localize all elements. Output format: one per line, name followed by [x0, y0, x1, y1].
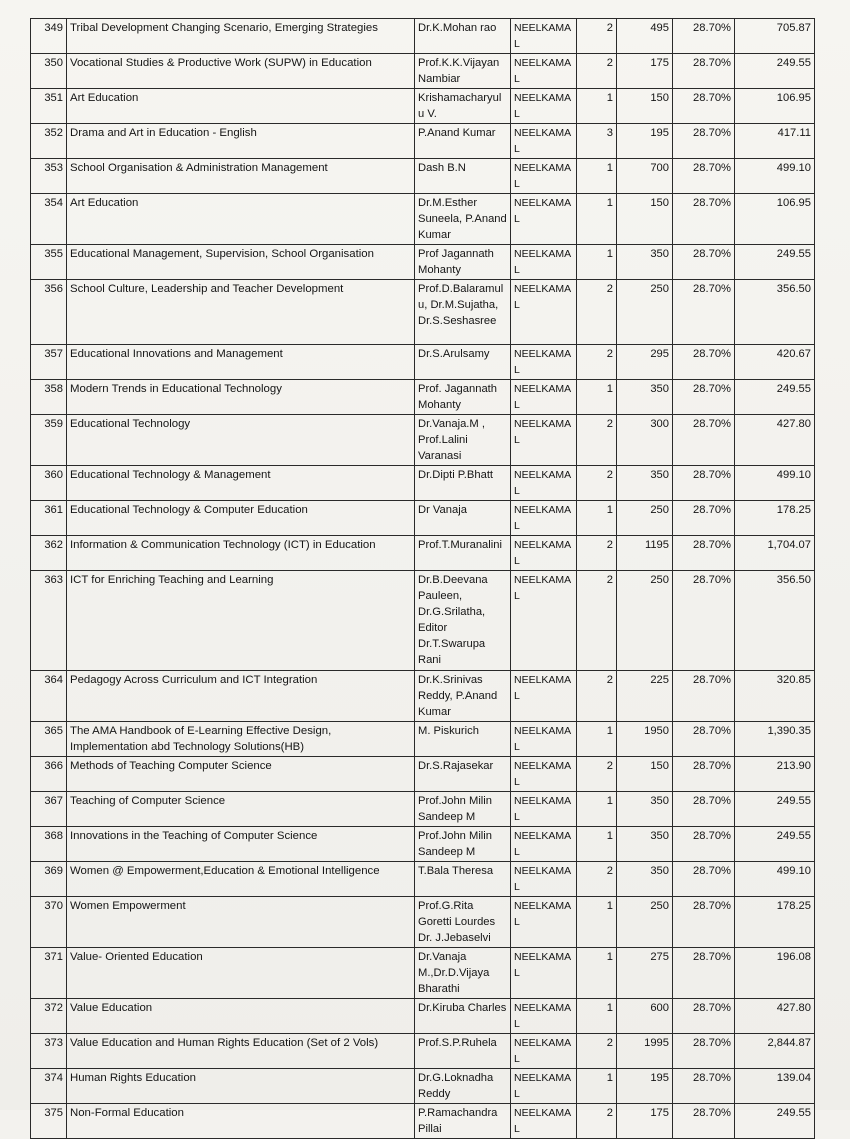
sl-no-cell: 365 [31, 722, 67, 757]
sl-no-cell: 359 [31, 415, 67, 466]
table-row [31, 501, 815, 536]
quantity-cell: 1 [577, 380, 617, 415]
table-row [31, 571, 815, 671]
publisher-cell: NEELKAMAL [511, 345, 577, 380]
price-cell: 250 [617, 501, 673, 536]
publisher-cell: NEELKAMAL [511, 1104, 577, 1139]
discount-cell: 28.70% [673, 194, 735, 245]
discount-cell: 28.70% [673, 380, 735, 415]
publisher-cell: NEELKAMAL [511, 757, 577, 792]
discount-cell: 28.70% [673, 948, 735, 999]
author-cell: Prof.G.Rita Goretti Lourdes Dr. J.Jebaselvi [415, 897, 511, 948]
publisher-cell: NEELKAMAL [511, 159, 577, 194]
table-row [31, 89, 815, 124]
table-row [31, 792, 815, 827]
publisher-cell: NEELKAMAL [511, 280, 577, 345]
author-cell: Prof.John Milin Sandeep M [415, 827, 511, 862]
title-cell: Art Education [67, 194, 415, 245]
sl-no-cell: 375 [31, 1104, 67, 1139]
quantity-cell: 2 [577, 571, 617, 671]
amount-cell: 249.55 [735, 245, 815, 280]
amount-cell: 320.85 [735, 671, 815, 722]
sl-no-cell: 367 [31, 792, 67, 827]
title-cell: Innovations in the Teaching of Computer Science [67, 827, 415, 862]
title-cell: Teaching of Computer Science [67, 792, 415, 827]
price-cell: 195 [617, 124, 673, 159]
publisher-cell: NEELKAMAL [511, 124, 577, 159]
price-cell: 250 [617, 280, 673, 345]
discount-cell: 28.70% [673, 827, 735, 862]
amount-cell: 213.90 [735, 757, 815, 792]
discount-cell: 28.70% [673, 501, 735, 536]
price-cell: 250 [617, 897, 673, 948]
sl-no-cell: 373 [31, 1034, 67, 1069]
author-cell: Prof Jagannath Mohanty [415, 245, 511, 280]
author-cell: M. Piskurich [415, 722, 511, 757]
price-cell: 300 [617, 415, 673, 466]
price-cell: 175 [617, 1104, 673, 1139]
price-cell: 150 [617, 757, 673, 792]
sl-no-cell: 369 [31, 862, 67, 897]
amount-cell: 2,844.87 [735, 1034, 815, 1069]
publisher-cell: NEELKAMAL [511, 380, 577, 415]
quantity-cell: 1 [577, 159, 617, 194]
publisher-cell: NEELKAMAL [511, 89, 577, 124]
price-cell: 150 [617, 194, 673, 245]
amount-cell: 499.10 [735, 466, 815, 501]
price-cell: 1995 [617, 1034, 673, 1069]
title-cell: Tribal Development Changing Scenario, Emerging Strategies [67, 19, 415, 54]
sl-no-cell: 354 [31, 194, 67, 245]
sl-no-cell: 372 [31, 999, 67, 1034]
title-cell: Drama and Art in Education - English [67, 124, 415, 159]
quantity-cell: 1 [577, 501, 617, 536]
amount-cell: 249.55 [735, 827, 815, 862]
quantity-cell: 1 [577, 792, 617, 827]
sl-no-cell: 349 [31, 19, 67, 54]
price-cell: 600 [617, 999, 673, 1034]
discount-cell: 28.70% [673, 159, 735, 194]
sl-no-cell: 361 [31, 501, 67, 536]
price-cell: 295 [617, 345, 673, 380]
quantity-cell: 1 [577, 194, 617, 245]
title-cell: Information & Communication Technology (ICT) in Education [67, 536, 415, 571]
table-row [31, 999, 815, 1034]
title-cell: Educational Technology [67, 415, 415, 466]
table-row [31, 757, 815, 792]
sl-no-cell: 366 [31, 757, 67, 792]
discount-cell: 28.70% [673, 124, 735, 159]
amount-cell: 705.87 [735, 19, 815, 54]
sl-no-cell: 356 [31, 280, 67, 345]
sl-no-cell: 374 [31, 1069, 67, 1104]
quantity-cell: 1 [577, 89, 617, 124]
amount-cell: 106.95 [735, 89, 815, 124]
table-row [31, 280, 815, 345]
quantity-cell: 1 [577, 827, 617, 862]
publisher-cell: NEELKAMAL [511, 415, 577, 466]
price-cell: 350 [617, 245, 673, 280]
amount-cell: 356.50 [735, 280, 815, 345]
title-cell: Educational Technology & Computer Education [67, 501, 415, 536]
publisher-cell: NEELKAMAL [511, 1069, 577, 1104]
amount-cell: 249.55 [735, 54, 815, 89]
amount-cell: 196.08 [735, 948, 815, 999]
amount-cell: 1,704.07 [735, 536, 815, 571]
table-row [31, 415, 815, 466]
quantity-cell: 2 [577, 862, 617, 897]
author-cell: Prof.D.Balaramulu, Dr.M.Sujatha, Dr.S.Seshasree [415, 280, 511, 345]
quantity-cell: 2 [577, 415, 617, 466]
author-cell: Dr.Dipti P.Bhatt [415, 466, 511, 501]
author-cell: Dr Vanaja [415, 501, 511, 536]
sl-no-cell: 355 [31, 245, 67, 280]
publisher-cell: NEELKAMAL [511, 501, 577, 536]
price-cell: 350 [617, 792, 673, 827]
price-cell: 250 [617, 571, 673, 671]
quantity-cell: 2 [577, 1104, 617, 1139]
quantity-cell: 2 [577, 280, 617, 345]
publisher-cell: NEELKAMAL [511, 194, 577, 245]
publisher-cell: NEELKAMAL [511, 999, 577, 1034]
price-cell: 350 [617, 466, 673, 501]
title-cell: Vocational Studies & Productive Work (SUPW) in Education [67, 54, 415, 89]
table-row [31, 862, 815, 897]
table-row [31, 466, 815, 501]
amount-cell: 249.55 [735, 380, 815, 415]
publisher-cell: NEELKAMAL [511, 897, 577, 948]
discount-cell: 28.70% [673, 415, 735, 466]
sl-no-cell: 357 [31, 345, 67, 380]
amount-cell: 249.55 [735, 1104, 815, 1139]
quantity-cell: 2 [577, 757, 617, 792]
book-list-table [30, 18, 815, 1139]
discount-cell: 28.70% [673, 245, 735, 280]
sl-no-cell: 351 [31, 89, 67, 124]
publisher-cell: NEELKAMAL [511, 19, 577, 54]
amount-cell: 427.80 [735, 415, 815, 466]
publisher-cell: NEELKAMAL [511, 792, 577, 827]
price-cell: 225 [617, 671, 673, 722]
quantity-cell: 2 [577, 345, 617, 380]
price-cell: 1950 [617, 722, 673, 757]
price-cell: 495 [617, 19, 673, 54]
author-cell: Dr.B.Deevana Pauleen, Dr.G.Srilatha, Editor Dr.T.Swarupa Rani [415, 571, 511, 671]
title-cell: Value Education [67, 999, 415, 1034]
publisher-cell: NEELKAMAL [511, 948, 577, 999]
table-row [31, 536, 815, 571]
publisher-cell: NEELKAMAL [511, 671, 577, 722]
amount-cell: 139.04 [735, 1069, 815, 1104]
table-body [31, 19, 815, 1139]
publisher-cell: NEELKAMAL [511, 722, 577, 757]
sl-no-cell: 362 [31, 536, 67, 571]
amount-cell: 178.25 [735, 501, 815, 536]
amount-cell: 106.95 [735, 194, 815, 245]
title-cell: Value Education and Human Rights Education (Set of 2 Vols) [67, 1034, 415, 1069]
quantity-cell: 2 [577, 19, 617, 54]
price-cell: 195 [617, 1069, 673, 1104]
discount-cell: 28.70% [673, 792, 735, 827]
quantity-cell: 2 [577, 54, 617, 89]
table-row [31, 380, 815, 415]
table-row [31, 54, 815, 89]
table-row [31, 948, 815, 999]
price-cell: 150 [617, 89, 673, 124]
author-cell: Dr.Vanaja M.,Dr.D.Vijaya Bharathi [415, 948, 511, 999]
discount-cell: 28.70% [673, 280, 735, 345]
publisher-cell: NEELKAMAL [511, 466, 577, 501]
author-cell: Dr.S.Rajasekar [415, 757, 511, 792]
publisher-cell: NEELKAMAL [511, 536, 577, 571]
sl-no-cell: 350 [31, 54, 67, 89]
title-cell: Non-Formal Education [67, 1104, 415, 1139]
title-cell: Educational Technology & Management [67, 466, 415, 501]
sl-no-cell: 352 [31, 124, 67, 159]
author-cell: Prof. Jagannath Mohanty [415, 380, 511, 415]
discount-cell: 28.70% [673, 466, 735, 501]
author-cell: P.Anand Kumar [415, 124, 511, 159]
author-cell: Dr.K.Mohan rao [415, 19, 511, 54]
price-cell: 700 [617, 159, 673, 194]
publisher-cell: NEELKAMAL [511, 54, 577, 89]
author-cell: Dr.G.Loknadha Reddy [415, 1069, 511, 1104]
price-cell: 275 [617, 948, 673, 999]
title-cell: Modern Trends in Educational Technology [67, 380, 415, 415]
discount-cell: 28.70% [673, 1034, 735, 1069]
discount-cell: 28.70% [673, 536, 735, 571]
table-row [31, 19, 815, 54]
amount-cell: 427.80 [735, 999, 815, 1034]
author-cell: P.Ramachandra Pillai [415, 1104, 511, 1139]
quantity-cell: 2 [577, 1034, 617, 1069]
amount-cell: 356.50 [735, 571, 815, 671]
sl-no-cell: 371 [31, 948, 67, 999]
publisher-cell: NEELKAMAL [511, 245, 577, 280]
discount-cell: 28.70% [673, 19, 735, 54]
amount-cell: 499.10 [735, 862, 815, 897]
quantity-cell: 2 [577, 466, 617, 501]
title-cell: School Organisation & Administration Management [67, 159, 415, 194]
table-row [31, 124, 815, 159]
author-cell: Prof.S.P.Ruhela [415, 1034, 511, 1069]
discount-cell: 28.70% [673, 345, 735, 380]
sl-no-cell: 368 [31, 827, 67, 862]
sl-no-cell: 353 [31, 159, 67, 194]
author-cell: Dr.Vanaja.M , Prof.Lalini Varanasi [415, 415, 511, 466]
author-cell: Prof.K.K.Vijayan Nambiar [415, 54, 511, 89]
author-cell: Prof.T.Muranalini [415, 536, 511, 571]
table-row [31, 245, 815, 280]
table-row [31, 722, 815, 757]
title-cell: Methods of Teaching Computer Science [67, 757, 415, 792]
quantity-cell: 1 [577, 999, 617, 1034]
table-row [31, 1104, 815, 1139]
table-row [31, 1069, 815, 1104]
quantity-cell: 1 [577, 1069, 617, 1104]
discount-cell: 28.70% [673, 999, 735, 1034]
discount-cell: 28.70% [673, 571, 735, 671]
amount-cell: 178.25 [735, 897, 815, 948]
title-cell: Human Rights Education [67, 1069, 415, 1104]
author-cell: Krishamacharyulu V. [415, 89, 511, 124]
price-cell: 350 [617, 380, 673, 415]
discount-cell: 28.70% [673, 1069, 735, 1104]
discount-cell: 28.70% [673, 54, 735, 89]
publisher-cell: NEELKAMAL [511, 827, 577, 862]
table-row [31, 671, 815, 722]
title-cell: The AMA Handbook of E-Learning Effective Design, Implementation abd Technology Solutions(HB) [67, 722, 415, 757]
author-cell: Dr.Kiruba Charles [415, 999, 511, 1034]
author-cell: T.Bala Theresa [415, 862, 511, 897]
author-cell: Dr.S.Arulsamy [415, 345, 511, 380]
table-row [31, 159, 815, 194]
title-cell: Educational Management, Supervision, School Organisation [67, 245, 415, 280]
price-cell: 350 [617, 862, 673, 897]
publisher-cell: NEELKAMAL [511, 1034, 577, 1069]
title-cell: Women Empowerment [67, 897, 415, 948]
table-row [31, 897, 815, 948]
table-row [31, 194, 815, 245]
table-row [31, 827, 815, 862]
title-cell: Art Education [67, 89, 415, 124]
quantity-cell: 1 [577, 897, 617, 948]
discount-cell: 28.70% [673, 897, 735, 948]
discount-cell: 28.70% [673, 671, 735, 722]
quantity-cell: 2 [577, 671, 617, 722]
price-cell: 350 [617, 827, 673, 862]
sl-no-cell: 370 [31, 897, 67, 948]
price-cell: 1195 [617, 536, 673, 571]
quantity-cell: 1 [577, 245, 617, 280]
title-cell: Value- Oriented Education [67, 948, 415, 999]
discount-cell: 28.70% [673, 722, 735, 757]
title-cell: Pedagogy Across Curriculum and ICT Integration [67, 671, 415, 722]
table-row [31, 1034, 815, 1069]
discount-cell: 28.70% [673, 862, 735, 897]
discount-cell: 28.70% [673, 757, 735, 792]
amount-cell: 1,390.35 [735, 722, 815, 757]
quantity-cell: 1 [577, 948, 617, 999]
author-cell: Dr.K.Srinivas Reddy, P.Anand Kumar [415, 671, 511, 722]
title-cell: ICT for Enriching Teaching and Learning [67, 571, 415, 671]
discount-cell: 28.70% [673, 1104, 735, 1139]
title-cell: Women @ Empowerment,Education & Emotional Intelligence [67, 862, 415, 897]
price-cell: 175 [617, 54, 673, 89]
quantity-cell: 1 [577, 722, 617, 757]
table-row [31, 345, 815, 380]
discount-cell: 28.70% [673, 89, 735, 124]
sl-no-cell: 363 [31, 571, 67, 671]
author-cell: Dr.M.Esther Suneela, P.Anand Kumar [415, 194, 511, 245]
quantity-cell: 3 [577, 124, 617, 159]
sl-no-cell: 358 [31, 380, 67, 415]
title-cell: Educational Innovations and Management [67, 345, 415, 380]
author-cell: Prof.John Milin Sandeep M [415, 792, 511, 827]
title-cell: School Culture, Leadership and Teacher Development [67, 280, 415, 345]
amount-cell: 420.67 [735, 345, 815, 380]
amount-cell: 417.11 [735, 124, 815, 159]
quantity-cell: 2 [577, 536, 617, 571]
sl-no-cell: 364 [31, 671, 67, 722]
sl-no-cell: 360 [31, 466, 67, 501]
amount-cell: 249.55 [735, 792, 815, 827]
amount-cell: 499.10 [735, 159, 815, 194]
publisher-cell: NEELKAMAL [511, 862, 577, 897]
author-cell: Dash B.N [415, 159, 511, 194]
publisher-cell: NEELKAMAL [511, 571, 577, 671]
